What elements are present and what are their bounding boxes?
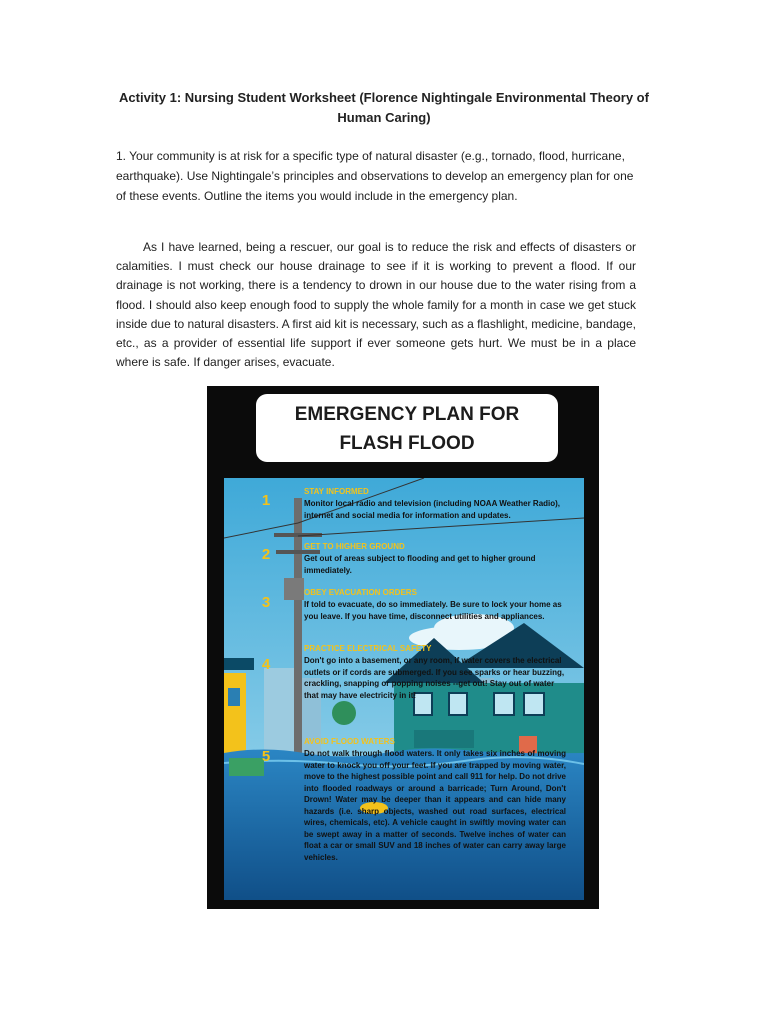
step-number-3: 3 xyxy=(261,594,271,611)
step-1 xyxy=(304,486,566,521)
step-body: If told to evacuate, do so immediately. Be sure to lock your home as you leave. If you have time, disconnect utilities and appliances. xyxy=(304,600,562,621)
step-heading: AVOID FLOOD WATERS xyxy=(304,737,395,746)
step-heading: PRACTICE ELECTRICAL SAFETY xyxy=(304,644,432,653)
step-body: Monitor local radio and television (including NOAA Weather Radio), internet and social media for information and updates. xyxy=(304,499,561,520)
flood-illustration-panel xyxy=(224,478,584,900)
step-body: Don't go into a basement, or any room, if water covers the electrical outlets or if cords are submerged. If you see sparks or hear buzzing, crackling, snapping or popping noises --get out! Stay out of water that may have electricity in it! xyxy=(304,656,565,700)
step-number-4: 4 xyxy=(261,656,271,673)
step-4 xyxy=(304,643,566,701)
emergency-plan-poster xyxy=(207,386,599,909)
poster-title-line1: EMERGENCY PLAN FOR xyxy=(294,404,520,425)
step-body: Get out of areas subject to flooding and get to higher ground immediately. xyxy=(304,554,536,575)
step-3 xyxy=(304,587,566,622)
answer-paragraph: As I have learned, being a rescuer, our goal is to reduce the risk and effects of disasters or calamities. I must check our house drainage to see if it is working to prevent a flood. If our drainage is not working, there is a tendency to drown in our house due to the water rising from a flood. I should also keep enough food to supply the whole family for a month in case we get stuck inside due to natural disasters. A first aid kit is necessary, such as a flashlight, medicine, bandage, etc., as a provider of essential life support if ever someone gets hurt. We must be in a place where is safe. If danger arises, evacuate. xyxy=(116,240,636,370)
poster-title-box xyxy=(256,394,558,462)
step-number-2: 2 xyxy=(261,546,271,563)
poster-title-line2: FLASH FLOOD xyxy=(339,433,475,454)
question-text: 1. Your community is at risk for a specific type of natural disaster (e.g., tornado, flood, hurricane, earthquake). Use Nightingale’s principles and observations to develop an emergency plan for one of these events. Outline the items you would include in the emergency plan. xyxy=(116,149,634,203)
step-body: Do not walk through flood waters. It only takes six inches of moving water to knock you off your feet. If you are trapped by moving water, move to the highest possible point and call 911 for help. Do not drive into flooded roadways or around a barricade; Turn Around, Don't Drown! Water may be deeper than it appears and can hide many hazards (i.e. sharp objects, washed out road surfaces, electrical wires, chemicals, etc). A vehicle caught in swiftly moving water can be swept away in a matter of seconds. Twelve inches of water can float a car or small SUV and 18 inches of water can carry away large vehicles. xyxy=(304,749,566,862)
step-number-5: 5 xyxy=(261,748,271,765)
step-number-1: 1 xyxy=(261,492,271,509)
step-2 xyxy=(304,541,566,576)
step-heading: STAY INFORMED xyxy=(304,487,369,496)
step-5 xyxy=(304,736,566,863)
step-heading: GET TO HIGHER GROUND xyxy=(304,542,405,551)
step-heading: OBEY EVACUATION ORDERS xyxy=(304,588,417,597)
worksheet-title: Activity 1: Nursing Student Worksheet (Florence Nightingale Environmental Theory of Human Caring) xyxy=(119,90,649,125)
